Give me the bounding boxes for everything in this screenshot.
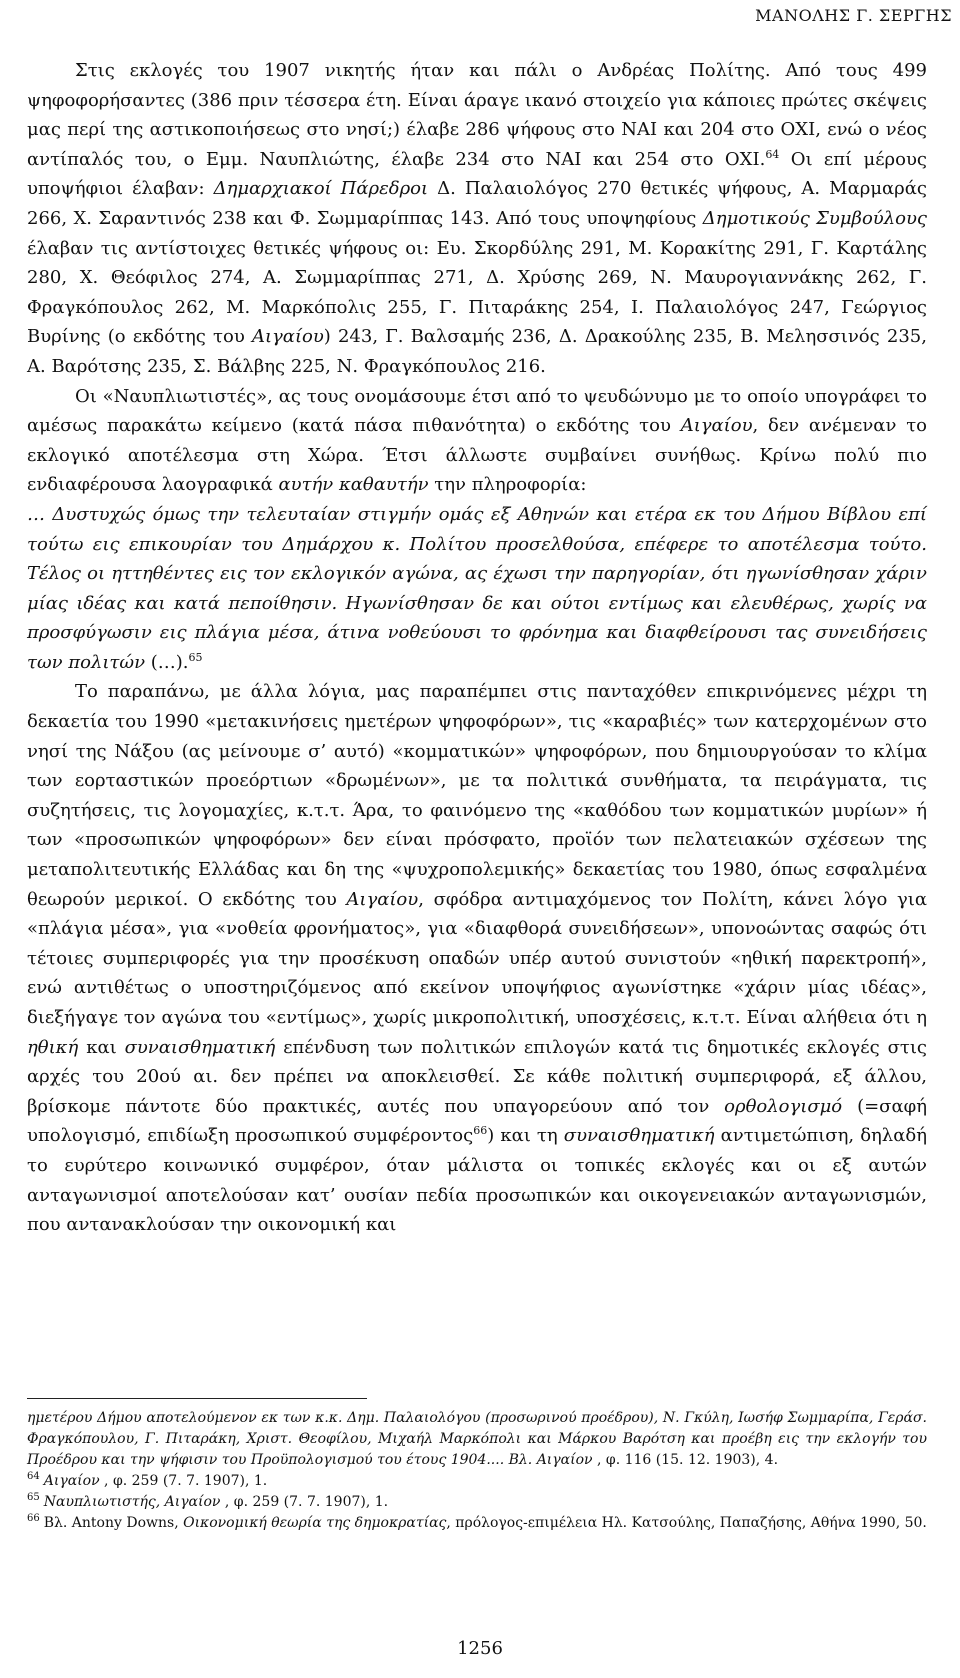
running-head: ΜΑΝΟΛΗΣ Γ. ΣΕΡΓΗΣ: [755, 6, 952, 25]
footnote-continuation: ημετέρου Δήμου αποτελούμενον εκ των κ.κ. Δημ. Παλαιολόγου (προσωρινού προέδρου), Ν. Γκύλη, Ιωσήφ Σωμμαρίπα, Γεράσ. Φραγκόπουλου, Γ. Πιταράκη, Χριστ. Θεοφίλου, Μιχαήλ Μαρκόπολι και Μάρκου Βαρότση και προέβη εις την εκλογήν του Προέδρου και την ψήφισιν του Προϋπολογισμού του έτους 1904.... Βλ. Αιγαίον , φ. 116 (15. 12. 1903), 4.: [27, 1410, 927, 1468]
footnote-separator: [27, 1398, 367, 1399]
paragraph-analysis: Το παραπάνω, με άλλα λόγια, μας παραπέμπει στις πανταχόθεν επικρινόμενες μέχρι τη δεκαετία του 1990 «μετακινήσεις ημετέρων ψηφοφόρων», τις «καραβιές» των κατερχομένων στο νησί της Νάξου (ας μείνουμε σ’ αυτό) «κομματικών» ψηφοφόρων, που δημιουργούσαν το κλίμα των εορταστικών προεόρτιων «δρωμένων», με τα πολιτικά συνθήματα, τα πειράγματα, τις συζητήσεις, τις λογομαχίες, κ.τ.τ. Άρα, το φαινόμενο της «καθόδου των κομματικών μυρίων» ή των «προσωπικών ψηφοφόρων» δεν είναι πρόσφατο, προϊόν των πελατειακών σχέσεων της μεταπολιτευτικής Ελλάδας και δη της «ψυχροπολεμικής» δεκαετίας του 1980, όπως εσφαλμένα θεωρούν μερικοί. Ο εκδότης του Αιγαίου, σφόδρα αντιμαχόμενος τον Πολίτη, κάνει λόγο για «πλάγια μέσα», για «νοθεία φρονήματος», για «διαφθορά συνειδήσεων», υπονοώντας σαφώς ότι τέτοιες συμπεριφορές για την προσέκυση οπαδών υπέρ αυτού συνιστούν «ηθική παρεκτροπή», ενώ αντιθέτως ο υποστηριζόμενος από εκείνον υποψήφιος αγωνίστηκε «χάριν μίας ιδέας», διεξήγαγε τον αγώνα του «εντίμως», χωρίς μικροπολιτική, υποσχέσεις, κ.τ.τ. Είναι αλήθεια ότι η ηθική και συναισθηματική επένδυση των πολιτικών επιλογών κατά τις δημοτικές εκλογές στις αρχές του 20ού αι. δεν πρέπει να αποκλεισθεί. Σε κάθε πολιτική συμπεριφορά, εξ άλλου, βρίσκομε πάντοτε δύο πρακτικές, αυτές που υπαγορεύουν από τον ορθολογισμό (=σαφή υπολογισμό, επιδίωξη προσωπικού συμφέροντος$^{66}$) και τη συναισθηματική αντιμετώπιση, δηλαδή το ευρύτερο κοινωνικό συμφέρον, όταν μάλιστα οι τοπικές εκλογές και οι εξ αυτών ανταγωνισμοί αποτελούσαν κατ’ ουσίαν πεδία προσωπικών και οικογενειακών ανταγωνισμών, που αντανακλούσαν την οικονομική και: [27, 681, 927, 1236]
footnote-ref-66[interactable]: 66: [473, 1124, 488, 1138]
footnote-ref-64[interactable]: 64: [765, 147, 780, 161]
main-text: [27, 56, 927, 1240]
footnote-66: $^{66}$ Βλ. Antony Downs, Οικονομική θεωρία της δημοκρατίας, πρόλογος-επιμέλεια Ηλ. Κατσούλης, Παπαζήσης, Αθήνα 1990, 50.: [27, 1513, 927, 1531]
page-number: 1256: [457, 1638, 503, 1659]
block-quote: … Δυστυχώς όμως την τελευταίαν στιγμήν ομάς εξ Αθηνών και ετέρα εκ του Δήμου Βίβλου επί τούτω εις επικουρίαν του Δημάρχου κ. Πολίτου προσελθούσα, επέφερε το αποτέλεσμα τούτο. Τέλος οι ηττηθέντες εις τον εκλογικόν αγώνα, ας έχωσι την παρηγορίαν, ότι ηγωνίσθησαν χάριν μίας ιδέας και κατά πεποίθησιν. Ηγωνίσθησαν δε και ούτοι εντίμως και ελευθέρως, χωρίς να προσφύγωσιν εις πλάγια μέσα, άτινα νοθεύουσι το φρόνημα και διαφθείρουσι τας συνειδήσεις των πολιτών (…).$^{65}$: [27, 503, 927, 673]
paragraph-election-1907: Στις εκλογές του 1907 νικητής ήταν και πάλι ο Ανδρέας Πολίτης. Από τους 499 ψηφοφορήσαντες (386 πριν τέσσερα έτη. Είναι άραγε ικανό στοιχείο για κάποιες πρώτες σκέψεις μας περί της αστικοποιήσεως στο νησί;) έλαβε 286 ψήφους στο ΝΑΙ και 204 στο ΟΧΙ, ενώ ο νέος αντίπαλός του, ο Εμμ. Ναυπλιώτης, έλαβε 234 στο ΝΑΙ και 254 στο ΟΧΙ.$^{64}$ Οι επί μέρους υποψήφιοι έλαβαν: Δημαρχιακοί Πάρεδροι Δ. Παλαιολόγος 270 θετικές ψήφους, Α. Μαρμαράς 266, Χ. Σαραντινός 238 και Φ. Σωμμαρίππας 143. Από τους υποψηφίους Δημοτικούς Συμβούλους έλαβαν τις αντίστοιχες θετικές ψήφους οι: Ευ. Σκορδύλης 291, Μ. Κορακίτης 291, Γ. Καρτάλης 280, Χ. Θεόφιλος 274, Α. Σωμμαρίππας 271, Δ. Χρύσης 269, Ν. Μαυρογιαννάκης 262, Γ. Φραγκόπουλος 262, Μ. Μαρκόπολις 255, Γ. Πιταράκης 254, Ι. Παλαιολόγος 247, Γεώργιος Βυρίνης (ο εκδότης του Αιγαίου) 243, Γ. Βαλσαμής 236, Δ. Δρακούλης 235, Β. Μελησσινός 235, Α. Βαρότσης 235, Σ. Βάλβης 225, Ν. Φραγκόπουλος 216.: [27, 60, 927, 377]
paragraph-nafpliotistes: Οι «Ναυπλιωτιστές», ας τους ονομάσουμε έτσι από το ψευδώνυμο με το οποίο υπογράφει το αμέσως παρακάτω κείμενο (κατά πάσα πιθανότητα) ο εκδότης του Αιγαίου, δεν ανέμεναν το εκλογικό αποτέλεσμα στη Χώρα. Έτσι άλλωστε συμβαίνει συνήθως. Κρίνω πολύ πιο ενδιαφέρουσα λαογραφικά αυτήν καθαυτήν την πληροφορία:: [27, 385, 927, 496]
footnote-64: $^{64}$ Αιγαίον , φ. 259 (7. 7. 1907), 1.: [27, 1471, 268, 1489]
footnotes: [27, 1408, 927, 1534]
footnote-65: $^{65}$ Ναυπλιωτιστής, Αιγαίον , φ. 259 (7. 7. 1907), 1.: [27, 1492, 389, 1510]
footnote-ref-65[interactable]: 65: [188, 650, 203, 664]
